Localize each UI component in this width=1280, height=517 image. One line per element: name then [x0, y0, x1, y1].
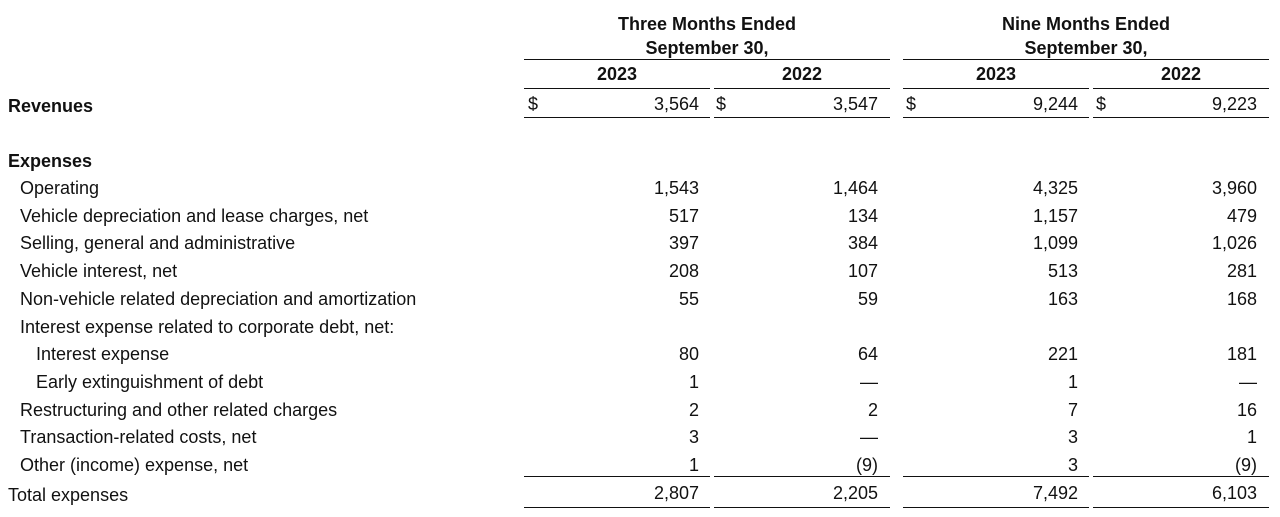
revenues-label: Revenues	[8, 96, 94, 116]
total-value-2: 2,205	[832, 483, 878, 503]
subtotal-rule-3	[903, 476, 1089, 477]
expense-row-value: 397	[668, 233, 699, 254]
revenues-rule-4	[1093, 117, 1269, 118]
expense-row-value: 4,325	[1032, 178, 1078, 198]
expense-row-value: 3	[688, 427, 699, 448]
subtotal-rule-2	[714, 476, 890, 477]
subtotal-rule-1	[524, 476, 710, 477]
expense-row-value: 3	[1067, 455, 1078, 475]
expense-row-value: 1	[688, 455, 699, 475]
expense-row-value: 1	[1067, 371, 1078, 392]
revenues-value-4: 9,223	[1211, 94, 1257, 114]
expense-row-value: —	[1239, 371, 1257, 392]
expense-row-value: 168	[1226, 288, 1257, 309]
expense-row-value: 16	[1236, 399, 1257, 420]
expense-row-value: 80	[678, 344, 699, 365]
expense-row-value: 3	[1067, 427, 1078, 448]
expense-row-label: Selling, general and administrative	[20, 233, 296, 254]
expense-row-value: 384	[847, 233, 878, 254]
nine-months-header	[903, 12, 1269, 60]
year-col-4: 2022	[1160, 64, 1202, 84]
expense-row-value: 1,099	[1032, 233, 1078, 254]
expense-row-value: 208	[668, 261, 699, 282]
expense-row-value: 107	[847, 261, 878, 282]
expense-row-value: (9)	[1235, 455, 1257, 475]
three-months-line2: September 30,	[645, 38, 769, 58]
nine-months-line2: September 30,	[1024, 38, 1148, 58]
expense-row-value: 221	[1047, 344, 1078, 365]
year-rule-4	[1093, 88, 1269, 89]
expense-row-value: 1,543	[653, 178, 699, 198]
expense-row-value: —	[860, 371, 878, 392]
expense-row-label: Interest expense	[36, 344, 170, 365]
year-col-1: 2023	[596, 64, 638, 84]
expense-row-label: Interest expense related to corporate debt, net:	[20, 316, 395, 337]
three-months-header	[524, 12, 890, 60]
expense-row-value: 517	[668, 205, 699, 226]
expense-row-label: Other (income) expense, net	[20, 455, 249, 475]
expense-row-value: 2	[688, 399, 699, 420]
expense-row-value: 1,157	[1032, 205, 1078, 226]
dollar-sign: $	[1096, 94, 1107, 114]
total-label: Total expenses	[8, 485, 129, 505]
expenses-heading: Expenses	[8, 151, 93, 171]
expense-row-value: 163	[1047, 288, 1078, 309]
year-rule-1	[524, 88, 710, 89]
expense-row-value: 181	[1226, 344, 1257, 365]
total-rule-3	[903, 507, 1089, 508]
expense-row-value: 479	[1226, 205, 1257, 226]
expense-row-value: 59	[857, 288, 878, 309]
year-col-3: 2023	[975, 64, 1017, 84]
nine-months-line1: Nine Months Ended	[1002, 14, 1170, 34]
expense-row-value: 64	[857, 344, 878, 365]
expense-row-value: 1,464	[832, 178, 878, 198]
revenues-rule-3	[903, 117, 1089, 118]
expense-row-label: Vehicle depreciation and lease charges, net	[20, 205, 369, 226]
expense-row-label: Transaction-related costs, net	[20, 427, 257, 448]
expense-row-value: (9)	[856, 455, 878, 475]
expense-row-label: Restructuring and other related charges	[20, 399, 338, 420]
dollar-sign: $	[906, 94, 917, 114]
expense-row-value: 1	[1246, 427, 1257, 448]
revenues-value-3: 9,244	[1032, 94, 1078, 114]
expense-row-value: 1	[688, 371, 699, 392]
year-col-2: 2022	[781, 64, 823, 84]
expense-row-value: 2	[867, 399, 878, 420]
total-value-3: 7,492	[1032, 483, 1078, 503]
expense-row-value: 3,960	[1211, 178, 1257, 198]
nine-months-rule	[903, 59, 1269, 60]
dollar-sign: $	[528, 94, 539, 114]
expense-row-value: —	[860, 427, 878, 448]
expense-row-label: Vehicle interest, net	[20, 261, 178, 282]
expense-row-value: 7	[1067, 399, 1078, 420]
revenues-value-2: 3,547	[832, 94, 878, 114]
three-months-line1: Three Months Ended	[617, 14, 796, 34]
revenues-value-1: 3,564	[653, 94, 699, 114]
total-rule-1	[524, 507, 710, 508]
expense-row-label: Early extinguishment of debt	[36, 371, 264, 392]
revenues-rule-1	[524, 117, 710, 118]
expense-row-label: Non-vehicle related depreciation and amortization	[20, 288, 417, 309]
revenues-rule-2	[714, 117, 890, 118]
expense-row-value: 281	[1226, 261, 1257, 282]
expense-row-value: 513	[1047, 261, 1078, 282]
three-months-rule	[524, 59, 890, 60]
total-value-4: 6,103	[1211, 483, 1257, 503]
expense-row-value: 55	[678, 288, 699, 309]
expense-row-label: Operating	[20, 178, 100, 198]
year-rule-3	[903, 88, 1089, 89]
expense-row-value: 134	[847, 205, 878, 226]
subtotal-rule-4	[1093, 476, 1269, 477]
total-rule-2	[714, 507, 890, 508]
year-rule-2	[714, 88, 890, 89]
expense-row-value: 1,026	[1211, 233, 1257, 254]
total-rule-4	[1093, 507, 1269, 508]
total-value-1: 2,807	[653, 483, 699, 503]
dollar-sign: $	[716, 94, 727, 114]
